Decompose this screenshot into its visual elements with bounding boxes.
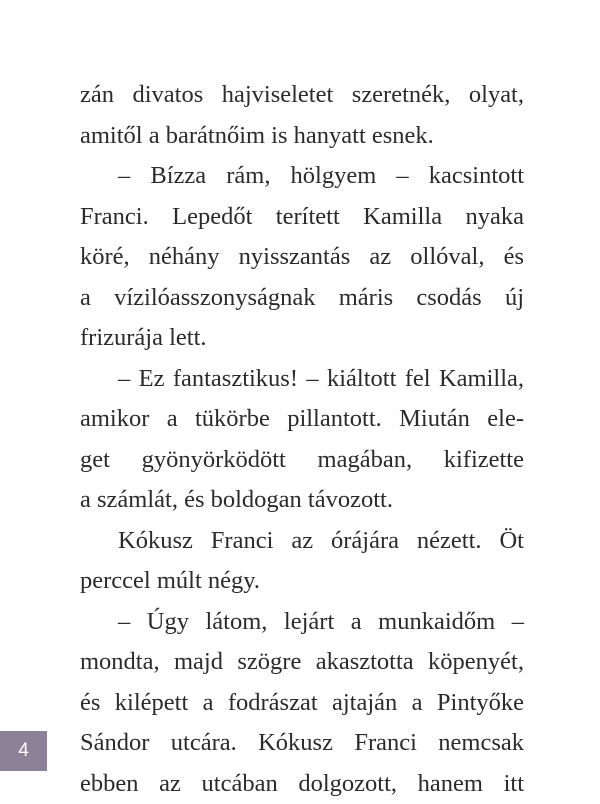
text-line: amitől a barátnőim is hanyatt esnek.: [80, 116, 524, 157]
text-line: get gyönyörködött magában, kifizette: [80, 440, 524, 481]
page-number-badge: [0, 731, 47, 771]
text-line: ebben az utcában dolgozott, hanem itt: [80, 764, 524, 804]
text-line: perccel múlt négy.: [80, 561, 524, 602]
page-number: 4: [18, 740, 29, 762]
text-line: a vízilóasszonyságnak máris csodás új: [80, 278, 524, 319]
text-line: a számlát, és boldogan távozott.: [80, 480, 524, 521]
text-line: zán divatos hajviseletet szeretnék, olyat,: [80, 75, 524, 116]
text-line: frizurája lett.: [80, 318, 524, 359]
text-line: és kilépett a fodrászat ajtaján a Pintyőke: [80, 683, 524, 724]
text-line: – Ez fantasztikus! – kiáltott fel Kamilla,: [80, 359, 524, 400]
text-line: köré, néhány nyisszantás az ollóval, és: [80, 237, 524, 278]
text-line: Franci. Lepedőt terített Kamilla nyaka: [80, 197, 524, 238]
text-line: – Bízza rám, hölgyem – kacsintott: [80, 156, 524, 197]
text-line: Sándor utcára. Kókusz Franci nemcsak: [80, 723, 524, 764]
text-line: – Úgy látom, lejárt a munkaidőm –: [80, 602, 524, 643]
text-line: amikor a tükörbe pillantott. Miután ele-: [80, 399, 524, 440]
body-text: [80, 75, 524, 804]
text-line: mondta, majd szögre akasztotta köpenyét,: [80, 642, 524, 683]
text-line: Kókusz Franci az órájára nézett. Öt: [80, 521, 524, 562]
